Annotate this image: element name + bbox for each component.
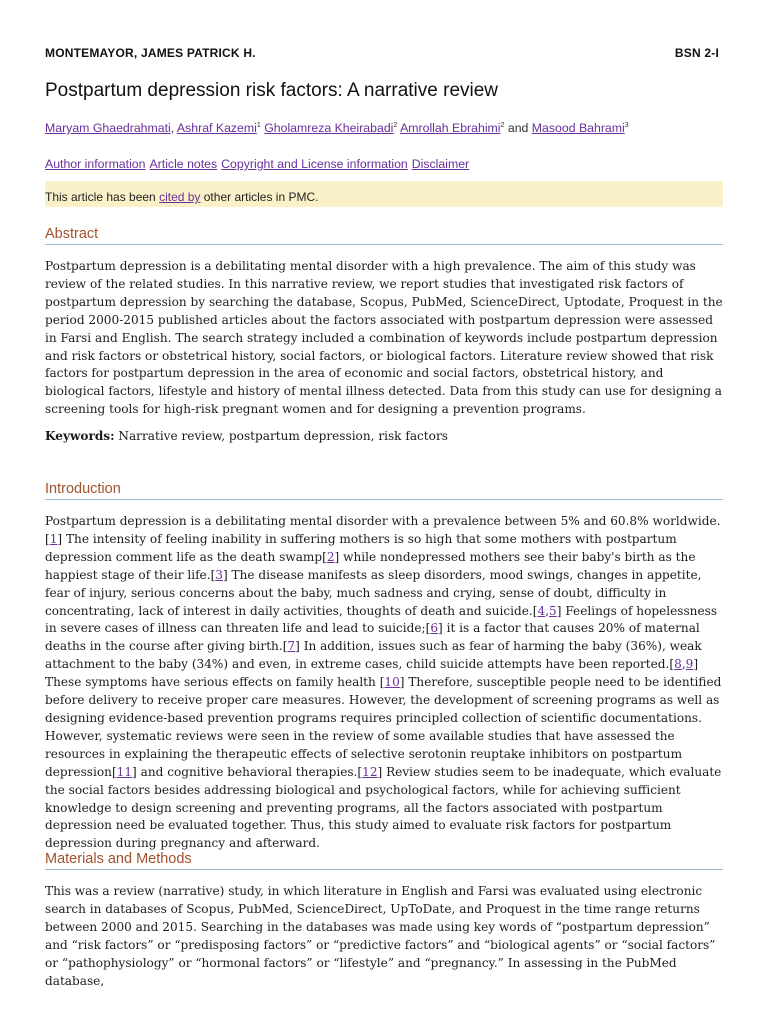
reference-link[interactable]: 9 [685, 657, 694, 672]
intro-text-segment: ] [556, 603, 562, 618]
intro-text-segment: , [545, 603, 550, 618]
intro-text-segment: [ [669, 657, 675, 672]
abstract-heading: Abstract [45, 226, 723, 245]
cited-post: other articles in PMC. [200, 190, 319, 204]
student-name: MONTEMAYOR, JAMES PATRICK H. [45, 46, 256, 60]
reference-link[interactable]: 7 [287, 639, 296, 654]
intro-text-segment: The disease manifests as sleep disorders, mood swings, changes in appetite, fear of injury, serious concerns about the baby, much sadness and crying, sense of doubt, difficulty in concentrating, lack of interest in daily activities, thoughts of death and suicide. [45, 567, 702, 618]
intro-text-segment: [ [282, 639, 288, 654]
affiliation-marker: 3 [624, 122, 629, 129]
intro-text-segment: Review studies seem to be inadequate, which evaluate the social factors besides addressing biological and psychological factors, while for achieving sufficient knowledge to design screening and preventing programs, all the factors associated with postpartum depression need be evaluated together. Thus, this study aimed to evaluate risk factors for postpartum depression during pregnancy and afterward. [45, 764, 722, 851]
intro-text-segment: In addition, issues such as fear of harming the baby (36%), weak attachment to the baby (34%) and even, in extreme cases, child suicide attempts have been reported. [45, 639, 702, 672]
affiliation-marker: 2 [500, 122, 505, 129]
intro-text-segment: ] [132, 764, 137, 779]
keywords-label: Keywords: [45, 429, 115, 443]
abstract-text: Postpartum depression is a debilitating mental disorder with a high prevalence. The aim of this study was review of the related studies. In this narrative review, we report studies that investigated risk factors of postpartum depression by searching the database, Scopus, PubMed, ScienceDirect, Uptodate, Proquest in the period 2000-2015 published articles about the factors associated with postpartum depression were assessed in Farsi and English. The search strategy included a combination of keywords include postpartum depression and risk factors or obstetrical history, social factors, or biological factors. Literature review showed that risk factors for postpartum depression in the area of economic and social factors, obstetrical history, and biological factors, lifestyle and history of mental illness detected. Data from this study can use for designing a screening tools for high-risk pregnant women and for designing a prevention programs. [45, 259, 723, 417]
methods-text: This was a review (narrative) study, in which literature in English and Farsi was evaluated using electronic search in databases of Scopus, PubMed, ScienceDirect, UpToDate, and Proquest in the time range returns between 2000 and 2015. Searching in the databases was made using key words of “postpartum depression” and “risk factors” or “predisposing factors” or “predictive factors” and “biological agents” or “social factors” or “pathophysiology” or “hormonal factors” or “lifestyle” and “pregnancy.” In assessing in the PubMed database, [45, 884, 716, 988]
author-separator: , [170, 121, 177, 135]
reference-link[interactable]: 12 [362, 764, 378, 779]
author-link[interactable]: Gholamreza Kheirabadi [264, 121, 394, 135]
intro-text-segment: , [681, 657, 686, 672]
introduction-text [45, 513, 723, 853]
intro-text-segment: ] [57, 531, 63, 546]
intro-text-segment: [ [532, 603, 538, 618]
document-header [45, 46, 723, 60]
reference-link[interactable]: 3 [215, 567, 223, 582]
reference-link[interactable]: 10 [384, 675, 400, 690]
reference-link[interactable]: 2 [326, 549, 335, 564]
author-separator: and [504, 121, 532, 135]
intro-text-segment: [ [210, 567, 216, 582]
intro-text-segment: ] [438, 621, 443, 636]
intro-text-segment: [ [379, 675, 385, 690]
intro-text-segment: ] [295, 639, 300, 654]
info-link[interactable]: Copyright and License information [221, 157, 408, 171]
reference-link[interactable]: 5 [549, 603, 557, 618]
intro-text-segment: ] [222, 567, 228, 582]
intro-text-segment: ] [377, 764, 383, 779]
reference-link[interactable]: 8 [674, 657, 682, 672]
cited-pre: This article has been [45, 190, 160, 204]
intro-text-segment: [ [425, 621, 431, 636]
author-link[interactable]: Maryam Ghaedrahmati [45, 121, 171, 135]
intro-text-segment: These symptoms have serious effects on family health [45, 675, 380, 690]
introduction-heading: Introduction [45, 481, 723, 500]
author-link[interactable]: Masood Bahrami [531, 121, 625, 135]
intro-text-segment: Therefore, susceptible people need to be identified before delivery to receive proper care measures. However, the development of screening programs as well as designing evidence-based prevention programs requires principled collection of scientific documentations. However, systematic reviews were seen in the review of some available studies that have assessed the resources in explaining the therapeutic effects of selective serotonin reuptake inhibitors on postpartum depression [45, 675, 722, 779]
intro-text-segment: ] [693, 657, 699, 672]
author-link[interactable]: Ashraf Kazemi [176, 121, 257, 135]
info-link[interactable]: Article notes [149, 157, 218, 171]
intro-text-segment: while nondepressed mothers see their baby's birth as the happiest stage of their life. [45, 549, 696, 582]
article-title: Postpartum depression risk factors: A narrative review [45, 80, 499, 101]
intro-text-segment: [ [322, 549, 327, 564]
intro-text-segment: [ [357, 764, 363, 779]
intro-text-segment: it is a factor that causes 20% of maternal deaths in the course after giving birth. [45, 621, 700, 654]
keywords-line [45, 429, 448, 443]
intro-text-segment: and cognitive behavioral therapies. [136, 764, 358, 779]
methods-heading: Materials and Methods [45, 851, 723, 870]
intro-text-segment: ] [334, 549, 340, 564]
intro-text-segment: ] [399, 675, 405, 690]
affiliation-marker: 1 [256, 122, 261, 129]
intro-text-segment: The intensity of feeling inability in suffering mothers is so high that some mothers with postpartum depression comment life as the death swamp [45, 531, 677, 564]
author-list [45, 121, 629, 135]
reference-link[interactable]: 1 [49, 531, 58, 546]
affiliation-marker: 2 [393, 122, 398, 129]
info-link[interactable]: Author information [45, 157, 146, 171]
reference-link[interactable]: 11 [116, 764, 133, 779]
author-link[interactable]: Amrollah Ebrahimi [400, 121, 501, 135]
class-section: BSN 2-I [674, 46, 719, 60]
reference-link[interactable]: 6 [430, 621, 439, 636]
cited-by-link[interactable]: cited by [159, 190, 201, 204]
reference-link[interactable]: 4 [537, 603, 546, 618]
intro-text-segment: Feelings of hopelessness in severe cases of illness can threaten life and lead to suicide; [45, 603, 718, 636]
article-info-links [45, 157, 473, 171]
intro-text-segment: Postpartum depression is a debilitating mental disorder with a prevalence between 5% and 60.8% worldwide. [45, 514, 721, 528]
keywords-value: Narrative review, postpartum depression, risk factors [114, 429, 448, 443]
cited-by-banner [45, 181, 723, 207]
info-link[interactable]: Disclaimer [411, 157, 470, 171]
intro-text-segment: [ [45, 531, 50, 546]
intro-text-segment: [ [111, 764, 117, 779]
